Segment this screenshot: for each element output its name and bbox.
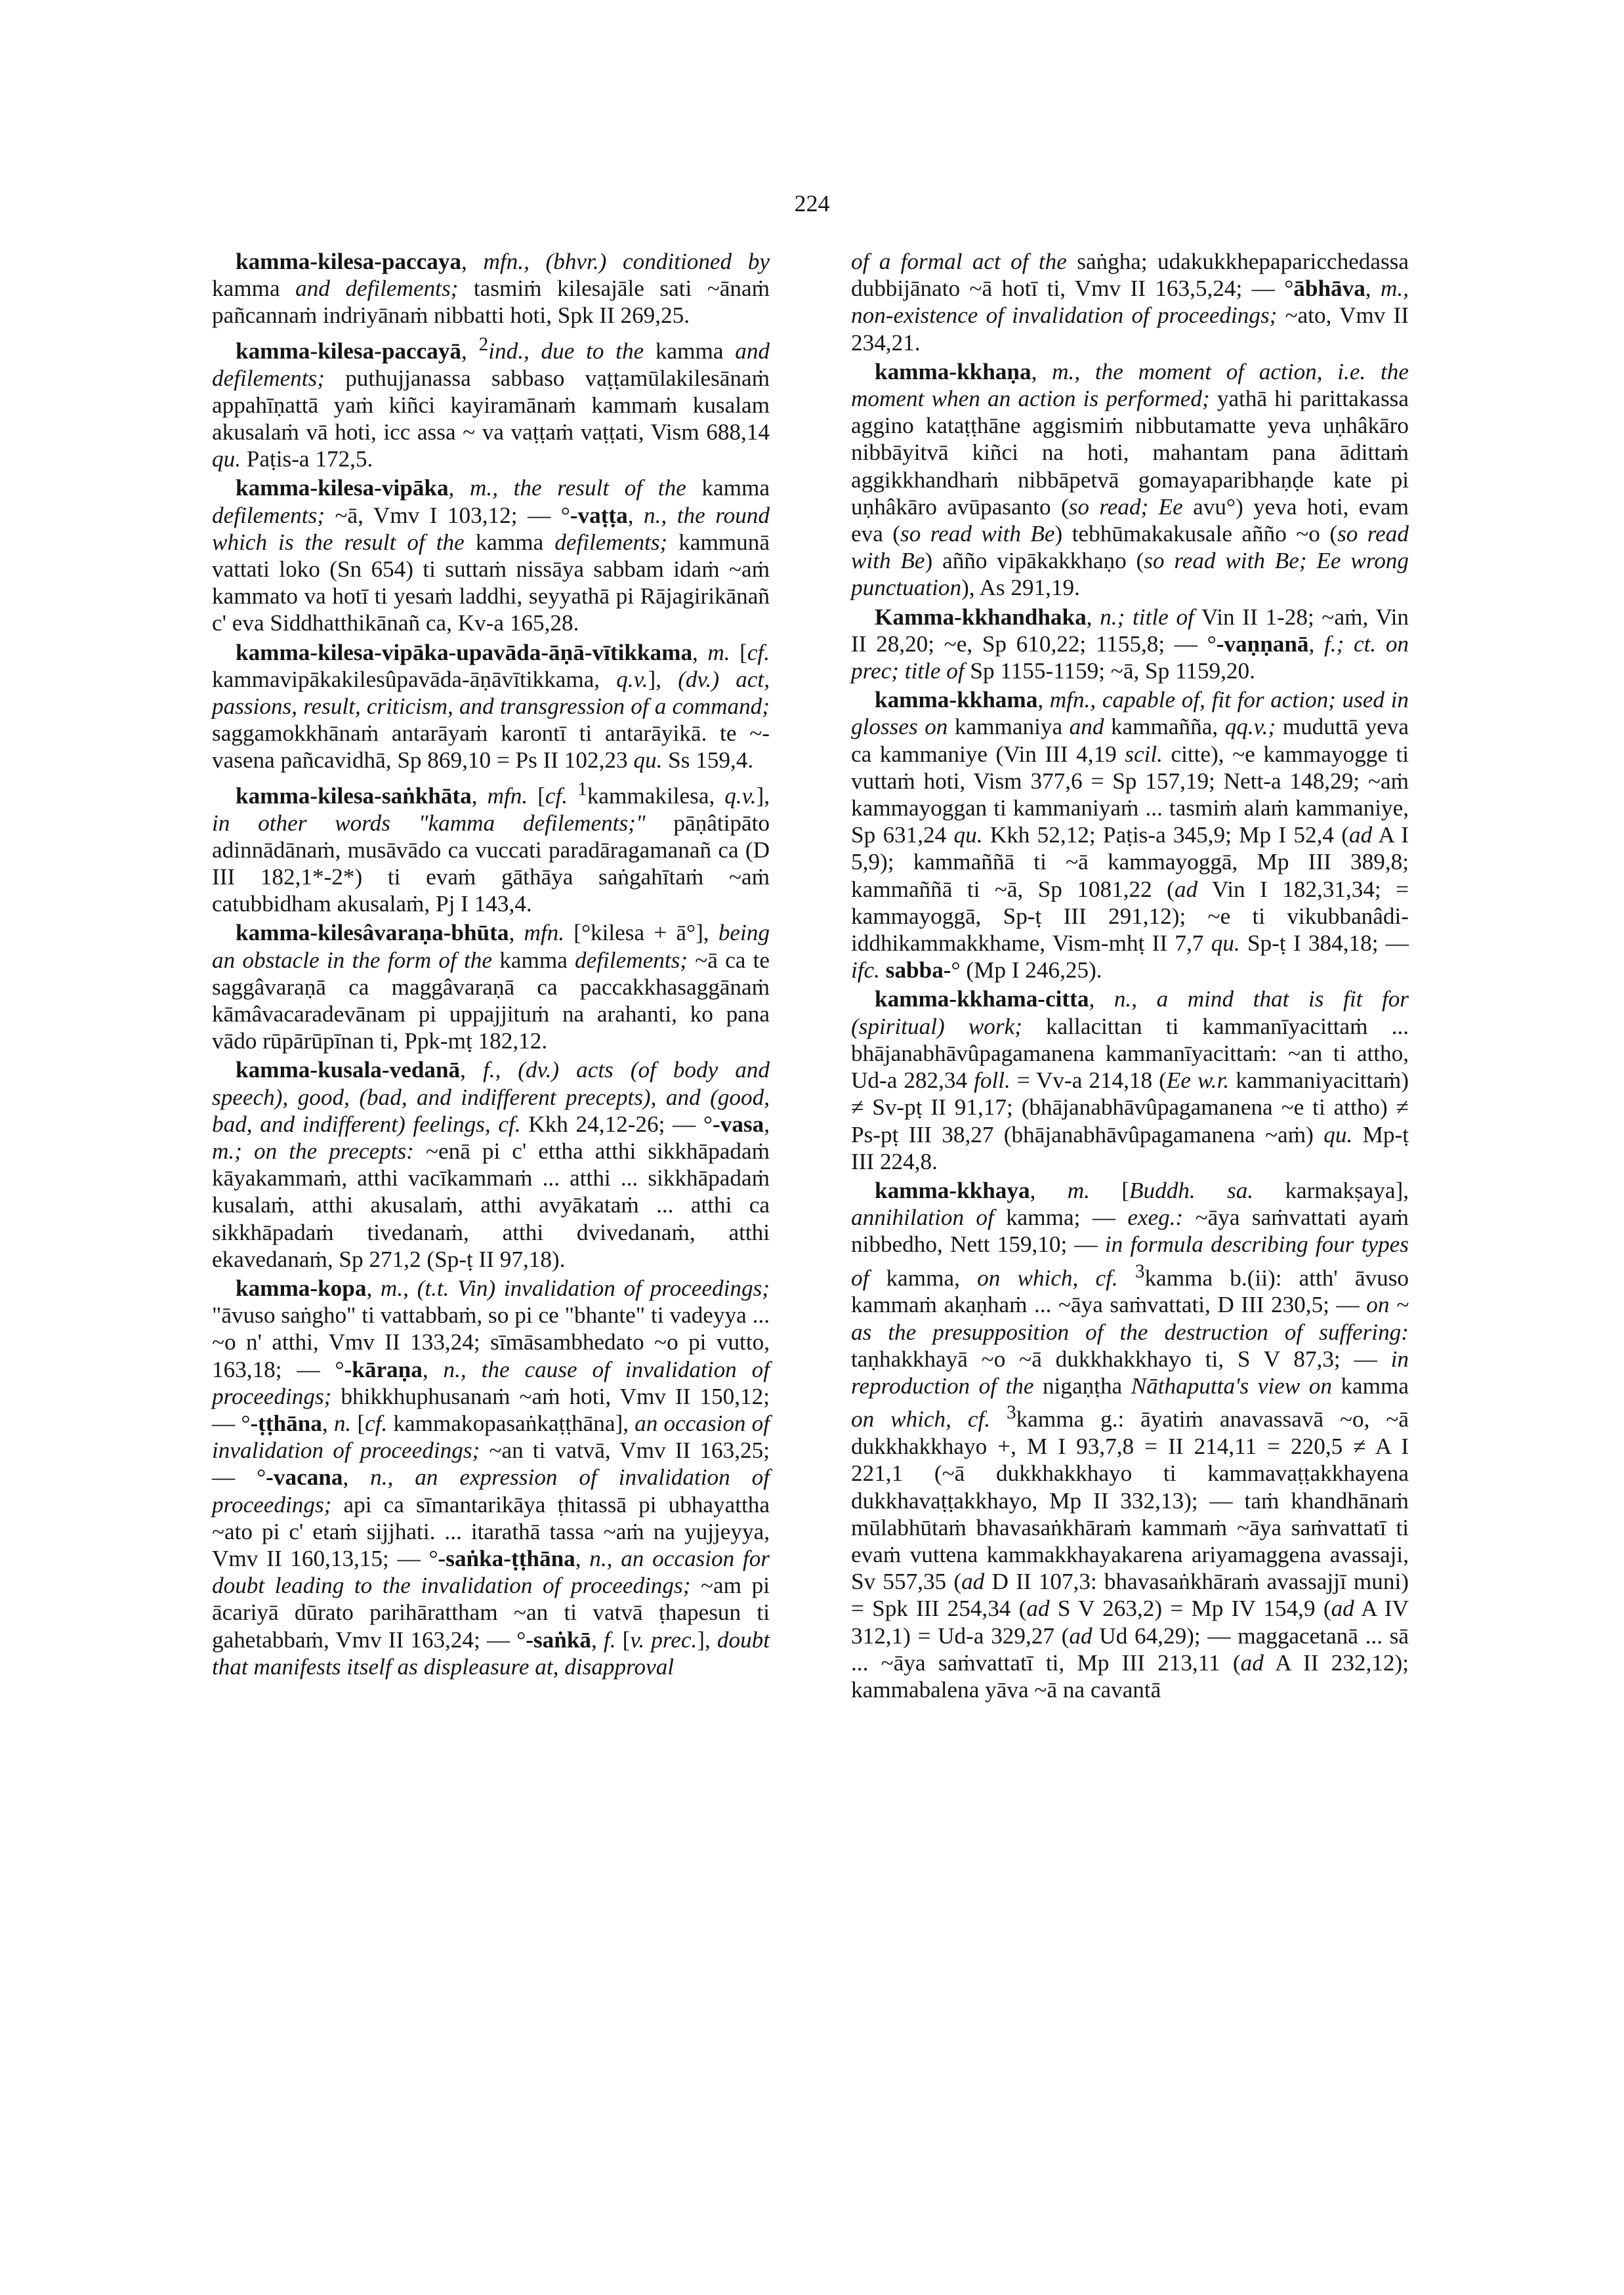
- dictionary-entry: kamma-kilesa-saṅkhāta, mfn. [cf. $^1$kammakilesa, q.v.], in other words "kamma defilements;" pāṇâtipāto adinnādānaṁ, musāvādo ca vuccati paradāragamanañ ca (D III 182,1*-2*) ti evaṁ gāthāya saṅgahītaṁ ~aṁ catubbidham akusalaṁ, Pj I 143,4.: [212, 778, 770, 917]
- dictionary-entry: Kamma-kkhandhaka, n.; title of Vin II 1-28; ~aṁ, Vin II 28,20; ~e, Sp 610,22; 1155,8; — °-vaṇṇanā, f.; ct. on prec; title of Sp 1155-1159; ~ā, Sp 1159,20.: [851, 604, 1409, 684]
- dictionary-entry: kamma-kopa, m., (t.t. Vin) invalidation of proceedings; "āvuso saṅgho" ti vattabbaṁ, so pi ce "bhante" ti vadeyya ... ~o n' atthi, Vmv II 133,24; sīmāsambhedato ~o pi vutto, 163,18; — °-kāraṇa, n., the cause of invalidation of proceedings; bhikkhuphusanaṁ ~aṁ hoti, Vmv II 150,12; — °-ṭṭhāna, n. [cf. kammakopasaṅkaṭṭhāna], an occasion of invalidation of proceedings; ~an ti vatvā, Vmv II 163,25; — °-vacana, n., an expression of invalidation of proceedings; api ca sīmantarikāya ṭhitassā pi ubhayattha ~ato pi c' etaṁ sijjhati. ... itarathā tassa ~aṁ na yujjeyya, Vmv II 160,13,15; — °-saṅka-ṭṭhāna, n., an occasion for doubt leading to the invalidation of proceedings; ~am pi ācariyā dūrato parihārattham ~an ti vatvā ṭhapesun ti gahetabbaṁ, Vmv II 163,24; — °-saṅkā, f. [v. prec.], doubt that manifests itself as displeasure at, disapproval: [212, 1275, 770, 1680]
- dictionary-entry: kamma-kkhama-citta, n., a mind that is fit for (spiritual) work; kallacittan ti kammanīyacittaṁ ... bhājanabhāvûpagamanena kammanīyacittaṁ: ~an ti attho, Ud-a 282,34 foll. = Vv-a 214,18 (Ee w.r. kammaniyacittaṁ) ≠ Sv-pṭ II 91,17; (bhājanabhāvûpagamanena ~e ti attho) ≠ Ps-pṭ III 38,27 (bhājanabhāvûpagamanena ~aṁ) qu. Mp-ṭ III 224,8.: [851, 986, 1409, 1174]
- dictionary-entry: kamma-kilesa-vipāka-upavāda-āṇā-vītikkama, m. [cf. kammavipākakilesûpavāda-āṇāvītikkama, q.v.], (dv.) act, passions, result, criticism, and transgression of a command; saggamokkhānaṁ antarāyaṁ karontī ti antarāyikā. te ~-vasena pañcavidhā, Sp 869,10 = Ps II 102,23 qu. Ss 159,4.: [212, 639, 770, 774]
- dictionary-entry: kamma-kkhaṇa, m., the moment of action, i.e. the moment when an action is performed; yathā hi parittakassa aggino kataṭṭhāne aggismiṁ nibbutamatte yeva uṇhâkāro nibbāyitvā kiñci na hoti, mahantam pana ādittaṁ aggikkhandhaṁ nibbāpetvā gomayaparibhaṇḍe kate pi uṇhâkāro avūpasanto (so read; Ee avu°) yeva hoti, evam eva (so read with Be) tebhūmakakusale añño ~o (so read with Be) añño vipākakkhaṇo (so read with Be; Ee wrong punctuation), As 291,19.: [851, 358, 1409, 601]
- dictionary-entry-continued: of a formal act of the saṅgha; udakukkhepaparicchedassa dubbijānato ~ā hotī ti, Vmv II 163,5,24; — °ābhāva, m., non-existence of invalidation of proceedings; ~ato, Vmv II 234,21.: [851, 249, 1409, 356]
- dictionary-entry: kamma-kilesa-vipāka, m., the result of the kamma defilements; ~ā, Vmv I 103,12; — °-vaṭṭa, n., the round which is the result of the kamma defilements; kammunā vattati loko (Sn 654) ti suttaṁ nissāya sabbam idaṁ ~aṁ kammato va hotī ti yesaṁ laddhi, seyyathā pi Rājagirikānañ c' eva Siddhatthikānañ ca, Kv-a 165,28.: [212, 475, 770, 636]
- dictionary-entry: kamma-kusala-vedanā, f., (dv.) acts (of body and speech), good, (bad, and indifferent precepts), and (good, bad, and indifferent) feelings, cf. Kkh 24,12-26; — °-vasa, m.; on the precepts: ~enā pi c' ettha atthi sikkhāpadaṁ kāyakammaṁ, atthi vacīkammaṁ ... atthi ... sikkhāpadaṁ kusalaṁ, atthi akusalaṁ, atthi avyākataṁ ... atthi ca sikkhāpadaṁ tivedanaṁ, atthi dvivedanaṁ, atthi ekavedanaṁ, Sp 271,2 (Sp-ṭ II 97,18).: [212, 1057, 770, 1272]
- dictionary-entry: kamma-kilesa-paccayā, $^2$ind., due to the kamma and defilements; puthujjanassa sabbaso vaṭṭamūlakilesānaṁ appahīṇattā yaṁ kiñci kayiramānaṁ kammaṁ kusalam akusalaṁ vā hoti, icc assa ~ va vaṭṭaṁ vaṭṭati, Vism 688,14 qu. Paṭis-a 172,5.: [212, 333, 770, 472]
- dictionary-entry: kamma-kilesâvaraṇa-bhūta, mfn. [°kilesa + ā°], being an obstacle in the form of the kamma defilements; ~ā ca te saggâvaraṇā ca maggâvaraṇā ca paccakkhasaggānaṁ kāmâvacaradevānam pi uppajjituṁ na arahanti, ko pana vādo rūpārūpīnan ti, Ppk-mṭ 182,12.: [212, 920, 770, 1054]
- page-number: 224: [794, 190, 830, 217]
- dictionary-entry: kamma-kkhama, mfn., capable of, fit for action; used in glosses on kammaniya and kammañña, qq.v.; muduttā yeva ca kammaniye (Vin III 4,19 scil. citte), ~e kammayogge ti vuttaṁ hoti, Vism 377,6 = Sp 157,19; Nett-a 148,29; ~aṁ kammayoggan ti kammaniyaṁ ... tasmiṁ alaṁ kammaniye, Sp 631,24 qu. Kkh 52,12; Paṭis-a 345,9; Mp I 52,4 (ad A I 5,9); kammaññā ti ~ā kammayoggā, Mp III 389,8; kammaññā ti ~ā, Sp 1081,22 (ad Vin I 182,31,34; = kammayoggā, Sp-ṭ III 291,12); ~e ti vikubbanâdi-iddhikammakkhame, Vism-mhṭ II 7,7 qu. Sp-ṭ I 384,18; — ifc. sabba-° (Mp I 246,25).: [851, 687, 1409, 983]
- dictionary-entry: kamma-kkhaya, m. [Buddh. sa. karmakṣaya], annihilation of kamma; — exeg.: ~āya saṁvattati ayaṁ nibbedho, Nett 159,10; — in formula describing four types of kamma, on which, cf. $^3$kamma b.(ii): atth' āvuso kammaṁ akaṇhaṁ ... ~āya saṁvattati, D III 230,5; — on ~ as the presupposition of the destruction of suffering: taṇhakkhayā ~o ~ā dukkhakkhayo ti, S V 87,3; — in reproduction of the nigaṇṭha Nāthaputta's view on kamma on which, cf. $^3$kamma g.: āyatiṁ anavassavā ~o, ~ā dukkhakkhayo +, M I 93,7,8 = II 214,11 = 220,5 ≠ A I 221,1 (~ā dukkhakkhayo ti kammavaṭṭakkhayena dukkhavaṭṭakkhayo, Mp II 332,13); — taṁ khandhānaṁ mūlabhūtaṁ bhavasaṅkhāraṁ kammaṁ ~āya saṁvattatī ti evaṁ vuttena kammakkhayakarena ariyamaggena avassaji, Sv 557,35 (ad D II 107,3: bhavasaṅkhāraṁ avassajjī muni) = Spk III 254,34 (ad S V 263,2) = Mp IV 154,9 (ad A IV 312,1) = Ud-a 329,27 (ad Ud 64,29); — maggacetanā ... sā ... ~āya saṁvattatī ti, Mp III 213,11 (ad A II 232,12); kammabalena yāva ~ā na cavantā: [851, 1177, 1409, 1703]
- right-column: [851, 248, 1409, 1705]
- left-column: [212, 248, 770, 1682]
- dictionary-entry: kamma-kilesa-paccaya, mfn., (bhvr.) conditioned by kamma and defilements; tasmiṁ kilesajāle sati ~ānaṁ pañcannaṁ indriyānaṁ nibbatti hoti, Spk II 269,25.: [212, 249, 770, 329]
